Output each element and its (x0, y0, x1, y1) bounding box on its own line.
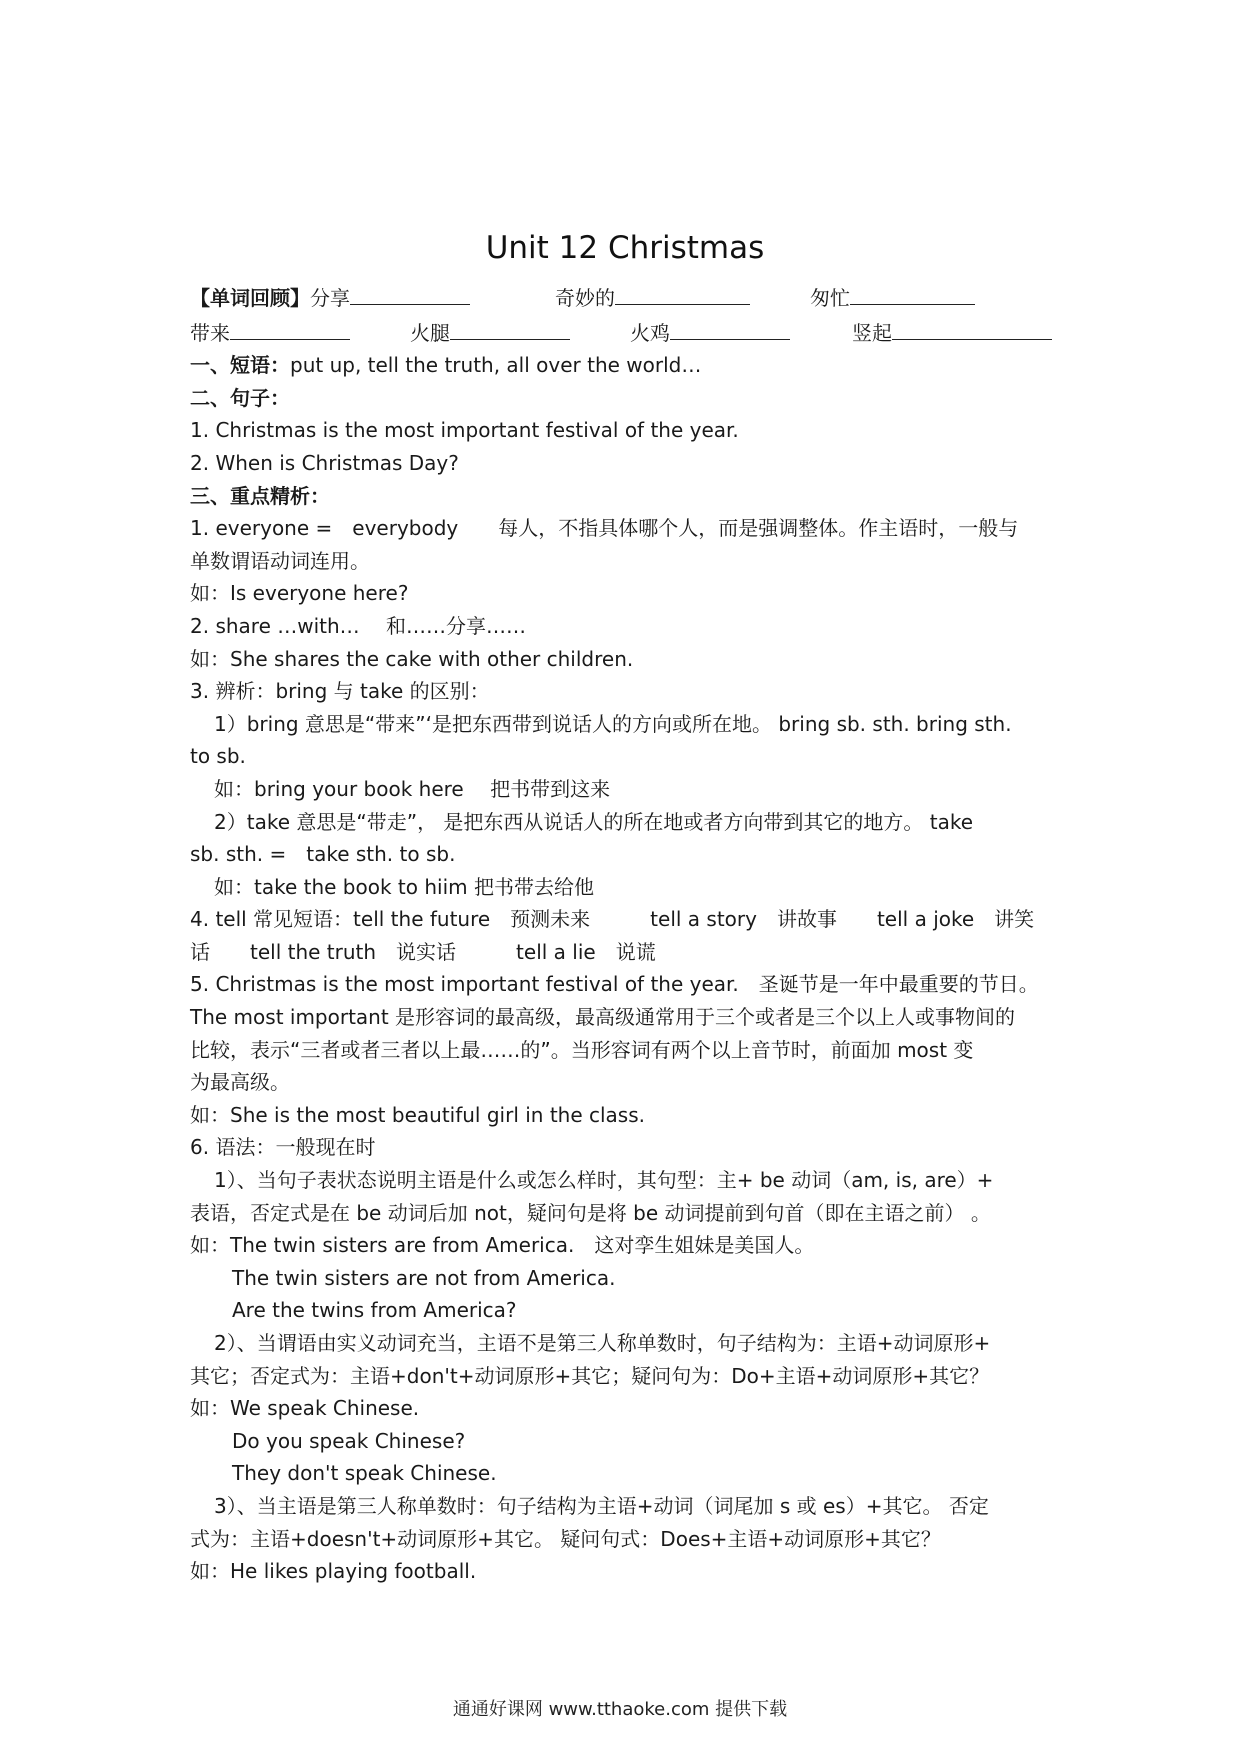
answer-blank[interactable] (892, 315, 1052, 340)
paragraph-line: 比较，表示“三者或者三者以上最……的”。当形容词有两个以上音节时，前面加 most 变 (190, 1037, 974, 1062)
example-line: 如：She is the most beautiful girl in the class. (190, 1102, 646, 1127)
paragraph-line: 2. share …with… 和……分享…… (190, 613, 527, 638)
paragraph-line: 3）、当主语是第三人称单数时：句子结构为主语+动词（词尾加 s 或 es）+其它。 否定 (214, 1493, 989, 1518)
example-line: The twin sisters are not from America. (232, 1265, 616, 1290)
paragraph-line: to sb. (190, 744, 246, 769)
example-line: 如：The twin sisters are from America. 这对孪生姐妹是美国人。 (190, 1233, 815, 1258)
vocab-word: 竖起 (852, 320, 892, 345)
sentence-item: 2. When is Christmas Day? (190, 450, 459, 475)
answer-blank[interactable] (615, 280, 750, 305)
example-line: 如：He likes playing football. (190, 1559, 477, 1584)
worksheet-content (190, 228, 1060, 1588)
vocab-row-1 (190, 280, 1060, 315)
vocab-word: 分享 (310, 286, 350, 310)
answer-blank[interactable] (850, 280, 975, 305)
answer-blank[interactable] (450, 315, 570, 340)
example-line: They don't speak Chinese. (232, 1461, 497, 1486)
sentence-item: 1. Christmas is the most important festival of the year. (190, 418, 739, 443)
paragraph-line: 2）take 意思是“带走”， 是把东西从说话人的所在地或者方向带到其它的地方。 take (214, 809, 974, 834)
phrases-text: put up, tell the truth, all over the world… (290, 353, 702, 378)
section-label: 一、短语： (190, 353, 290, 378)
paragraph-line: 1）、当句子表状态说明主语是什么或怎么样时，其句型：主+ be 动词（am, is, are）+ (214, 1168, 994, 1193)
paragraph-line: 其它；否定式为：主语+don't+动词原形+其它；疑问句为：Do+主语+动词原形+其它？ (190, 1363, 990, 1388)
vocab-row-2 (190, 315, 1060, 350)
paragraph-line: 4. tell 常见短语：tell the future 预测未来 tell a story 讲故事 tell a joke 讲笑 (190, 907, 1035, 932)
paragraph-line: 1）bring 意思是“带来”‘是把东西带到说话人的方向或所在地。 bring sb. sth. bring sth. (214, 711, 1012, 736)
paragraph-line: 2）、当谓语由实义动词充当，主语不是第三人称单数时，句子结构为：主语+动词原形+ (214, 1331, 991, 1355)
paragraph-line: The most important 是形容词的最高级，最高级通常用于三个或者是三个以上人或事物间的 (190, 1005, 1016, 1030)
paragraph-line: 为最高级。 (190, 1070, 290, 1095)
answer-blank[interactable] (670, 315, 790, 340)
example-line: 如：Is everyone here? (190, 581, 409, 606)
section-label: 二、句子： (190, 385, 290, 410)
example-line: 如：We speak Chinese. (190, 1396, 420, 1421)
paragraph-line: 式为：主语+doesn't+动词原形+其它。 疑问句式：Does+主语+动词原形+其它？ (190, 1526, 941, 1551)
vocab-word: 带来 (190, 320, 230, 345)
answer-blank[interactable] (230, 315, 350, 340)
example-line: 如：She shares the cake with other children. (190, 646, 634, 671)
section-label: 三、重点精析： (190, 483, 330, 508)
page-title: Unit 12 Christmas (485, 230, 765, 266)
answer-blank[interactable] (350, 280, 470, 305)
example-line: 如：bring your book here 把书带到这来 (214, 776, 611, 801)
paragraph-line: 6. 语法：一般现在时 (190, 1135, 376, 1160)
paragraph-line: sb. sth. = take sth. to sb. (190, 842, 456, 867)
paragraph-line: 1. everyone = everybody 每人，不指具体哪个人，而是强调整体。作主语时，一般与 (190, 516, 1019, 541)
paragraph-line: 话 tell the truth 说实话 tell a lie 说谎 (190, 939, 656, 964)
paragraph-line: 3. 辨析：bring 与 take 的区别： (190, 679, 490, 704)
vocab-word: 火腿 (410, 320, 450, 345)
vocab-word: 奇妙的 (555, 286, 615, 310)
example-line: Do you speak Chinese? (232, 1428, 466, 1453)
paragraph-line: 5. Christmas is the most important festival of the year. 圣诞节是一年中最重要的节日。 (190, 972, 1039, 997)
vocab-word: 匆忙 (810, 286, 850, 310)
paragraph-line: 单数谓语动词连用。 (190, 548, 370, 573)
page-footer: 通通好课网 www.tthaoke.com 提供下载 (452, 1699, 788, 1720)
phrases-line (190, 349, 1060, 382)
example-line: Are the twins from America? (232, 1298, 517, 1323)
vocab-heading: 【单词回顾】 (190, 286, 310, 310)
paragraph-line: 表语，否定式是在 be 动词后加 not，疑问句是将 be 动词提前到句首（即在主语之前） 。 (190, 1200, 991, 1225)
vocab-word: 火鸡 (630, 320, 670, 345)
example-line: 如：take the book to hiim 把书带去给他 (214, 874, 594, 899)
